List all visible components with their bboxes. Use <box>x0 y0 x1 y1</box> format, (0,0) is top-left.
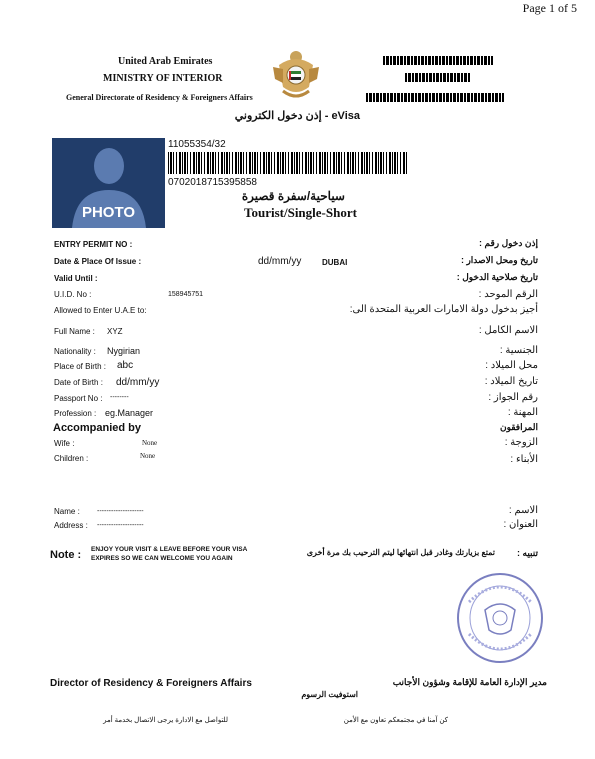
issue-place-value: DUBAI <box>322 258 348 267</box>
redacted-country-ar <box>383 56 493 65</box>
entry-permit-label-ar: إذن دخول رقم : <box>478 238 538 248</box>
uid-value: 158945751 <box>168 291 204 298</box>
note-text-ar: تمتع بزيارتك وغادر قبل انتهائها ليتم الترحيب بك مرة أخرى <box>306 548 495 557</box>
date-place-issue-label-ar: تاريخ ومحل الاصدار : <box>460 255 538 265</box>
wife-label-ar: الزوجة : <box>504 437 538 448</box>
ministry-name: MINISTRY OF INTERIOR <box>103 73 223 84</box>
place-birth-label: Place of Birth : <box>54 362 107 371</box>
country-name: United Arab Emirates <box>118 56 213 67</box>
wife-label: Wife : <box>54 439 75 448</box>
visa-type-arabic: سياحية/سفرة قصيرة <box>241 189 345 203</box>
footer-safety-ar: كن آمنا في مجتمعكم تعاون مع الأمن <box>343 717 448 724</box>
footer-contact-ar: للتواصل مع الادارة يرجى الاتصال بخدمة أمر <box>103 717 228 724</box>
sponsor-name-label: Name : <box>54 507 80 516</box>
directorate-name: General Directorate of Residency & Foreigners Affairs <box>66 93 253 102</box>
allowed-label-ar: أجيز بدخول دولة الامارات العربية المتحدة الى: <box>349 304 538 315</box>
full-name-label-ar: الاسم الكامل : <box>478 325 538 336</box>
children-label-ar: الأبناء : <box>510 454 538 465</box>
place-birth-value: abc <box>117 360 134 371</box>
dob-label-ar: تاريخ الميلاد : <box>484 376 538 387</box>
passport-label: Passport No : <box>54 394 103 403</box>
note-label-ar: تنبيه : <box>517 548 538 558</box>
accompanied-title-ar: المرافقون <box>499 422 538 432</box>
passport-value: -------- <box>110 394 129 401</box>
sponsor-address-label-ar: العنوان : <box>503 519 538 530</box>
dob-value: dd/mm/yy <box>116 377 160 388</box>
place-birth-label-ar: محل الميلاد : <box>485 360 538 371</box>
director-title: Director of Residency & Foreigners Affairs <box>50 678 252 689</box>
falcon-emblem-icon <box>271 49 321 103</box>
evisa-label: eVisa - إذن دخول الكتروني <box>234 110 360 122</box>
sponsor-name-label-ar: الاسم : <box>508 505 538 516</box>
note-text-line2: EXPIRES SO WE CAN WELCOME YOU AGAIN <box>91 555 233 562</box>
barcode <box>168 152 408 174</box>
children-value: None <box>140 452 156 460</box>
uid-label-ar: الرقم الموحد : <box>478 289 538 300</box>
entry-permit-label: ENTRY PERMIT NO : <box>54 240 133 249</box>
passport-label-ar: رقم الجواز : <box>488 392 538 403</box>
children-label: Children : <box>54 454 89 463</box>
photo-placeholder <box>52 138 165 228</box>
official-stamp-icon <box>455 572 545 664</box>
note-label: Note : <box>50 549 82 561</box>
nationality-label-ar: الجنسية : <box>499 345 538 356</box>
full-name-label: Full Name : <box>54 327 95 336</box>
profession-label-ar: المهنة : <box>507 407 538 418</box>
valid-until-label: Valid Until : <box>54 274 98 283</box>
redacted-directorate-ar <box>366 93 504 102</box>
nationality-value: Nygirian <box>107 346 141 356</box>
page-number: Page 1 of 5 <box>522 1 577 15</box>
full-name-value: XYZ <box>107 327 123 336</box>
wife-value: None <box>142 439 158 447</box>
issue-date-value: dd/mm/yy <box>258 256 302 267</box>
sponsor-address-label: Address : <box>54 521 88 530</box>
uid-label: U.I.D. No : <box>54 290 92 299</box>
director-title-ar: مدير الإدارة العامة للإقامة وشؤون الأجانب <box>392 677 547 687</box>
redacted-ministry-ar <box>405 73 471 82</box>
nationality-label: Nationality : <box>54 347 96 356</box>
valid-until-label-ar: تاريخ صلاحية الدخول : <box>456 272 538 282</box>
fees-paid-ar: استوفيت الرسوم <box>301 690 358 699</box>
date-place-issue-label: Date & Place Of Issue : <box>54 257 142 266</box>
profession-label: Profession : <box>54 409 97 418</box>
visa-type-english: Tourist/Single-Short <box>244 205 357 220</box>
photo-label: PHOTO <box>81 204 136 221</box>
accompanied-title: Accompanied by <box>53 422 142 434</box>
barcode-number: 0702018715395858 <box>168 177 257 188</box>
allowed-label: Allowed to Enter U.A.E to: <box>54 306 147 315</box>
sponsor-address-value: -------------------- <box>97 522 144 529</box>
sponsor-name-value: -------------------- <box>97 508 144 515</box>
note-text-line1: ENJOY YOUR VISIT & LEAVE BEFORE YOUR VISA <box>91 546 248 553</box>
dob-label: Date of Birth : <box>54 378 103 387</box>
reference-number: 11055354/32 <box>168 139 226 150</box>
profession-value: eg.Manager <box>105 408 154 418</box>
